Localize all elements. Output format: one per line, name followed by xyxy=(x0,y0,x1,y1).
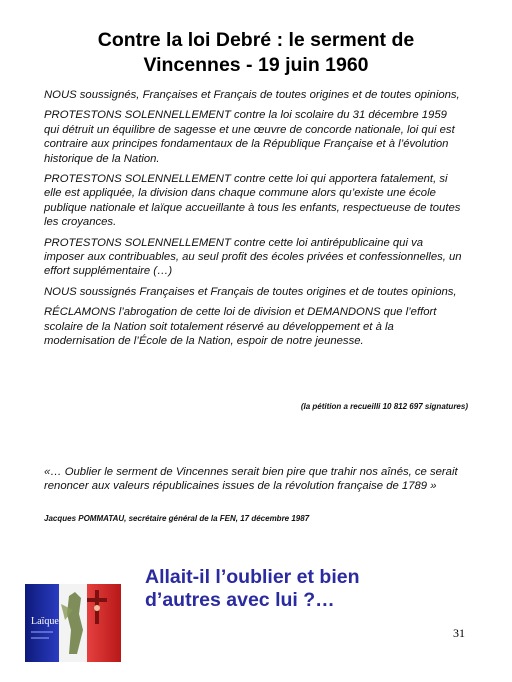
page-number: 31 xyxy=(453,626,465,640)
petition-paragraph: RÉCLAMONS l’abrogation de cette loi de division et DEMANDONS que l’effort scolaire de la Nation soit totalement réservé au développement et à la modernisation de l’École de la Nation, espoir de notre jeunesse. xyxy=(44,306,437,348)
petition-text xyxy=(44,88,464,355)
page-title xyxy=(20,28,492,78)
petition-paragraph: PROTESTONS SOLENNELLEMENT contre cette loi antirépublicaine qui va imposer aux contribuables, au seul profit des écoles privées et confessionnelles, un effort supplémentaire (…) xyxy=(44,236,462,278)
poster-label: Laïque xyxy=(31,616,59,627)
petition-paragraph: NOUS soussignés, Françaises et Français de toutes origines et de toutes opinions, xyxy=(44,89,460,101)
poster-graphic xyxy=(25,584,121,662)
title-line-2: Vincennes - 19 juin 1960 xyxy=(143,54,369,76)
signatures-note: (la pétition a recueilli 10 812 697 signatures) xyxy=(300,402,468,411)
petition-paragraph: PROTESTONS SOLENNELLEMENT contre la loi scolaire du 31 décembre 1959 qui détruit un équilibre de sagesse et une œuvre de concorde nationale, loi qui est contraire aux principes fondamentaux de la République Française et à l’évolution historique de la Nation. xyxy=(44,109,455,165)
petition-paragraph: PROTESTONS SOLENNELLEMENT contre cette loi qui apportera fatalement, si elle est appliquée, la division dans chaque commune alors qu’existe une école publique nationale et laïque accueillante à tous les enfants, respectueuse de toutes les croyances. xyxy=(44,173,461,229)
quote-author: Jacques POMMATAU, secrétaire général de la FEN, 17 décembre 1987 xyxy=(44,514,310,523)
title-line-1: Contre la loi Debré : le serment de xyxy=(97,29,415,51)
laique-poster-image xyxy=(25,584,121,662)
closing-question xyxy=(145,566,445,612)
quote: «… Oublier le serment de Vincennes serait bien pire que trahir nos aînés, ce serait renoncer aux valeurs républicaines issues de la révolution française de 1789 » xyxy=(44,466,458,493)
question-line-2: d’autres avec lui ?… xyxy=(145,589,335,611)
petition-paragraph: NOUS soussignés Françaises et Français de toutes origines et de toutes opinions, xyxy=(44,285,457,298)
question-line-1: Allait-il l’oublier et bien xyxy=(145,566,360,588)
